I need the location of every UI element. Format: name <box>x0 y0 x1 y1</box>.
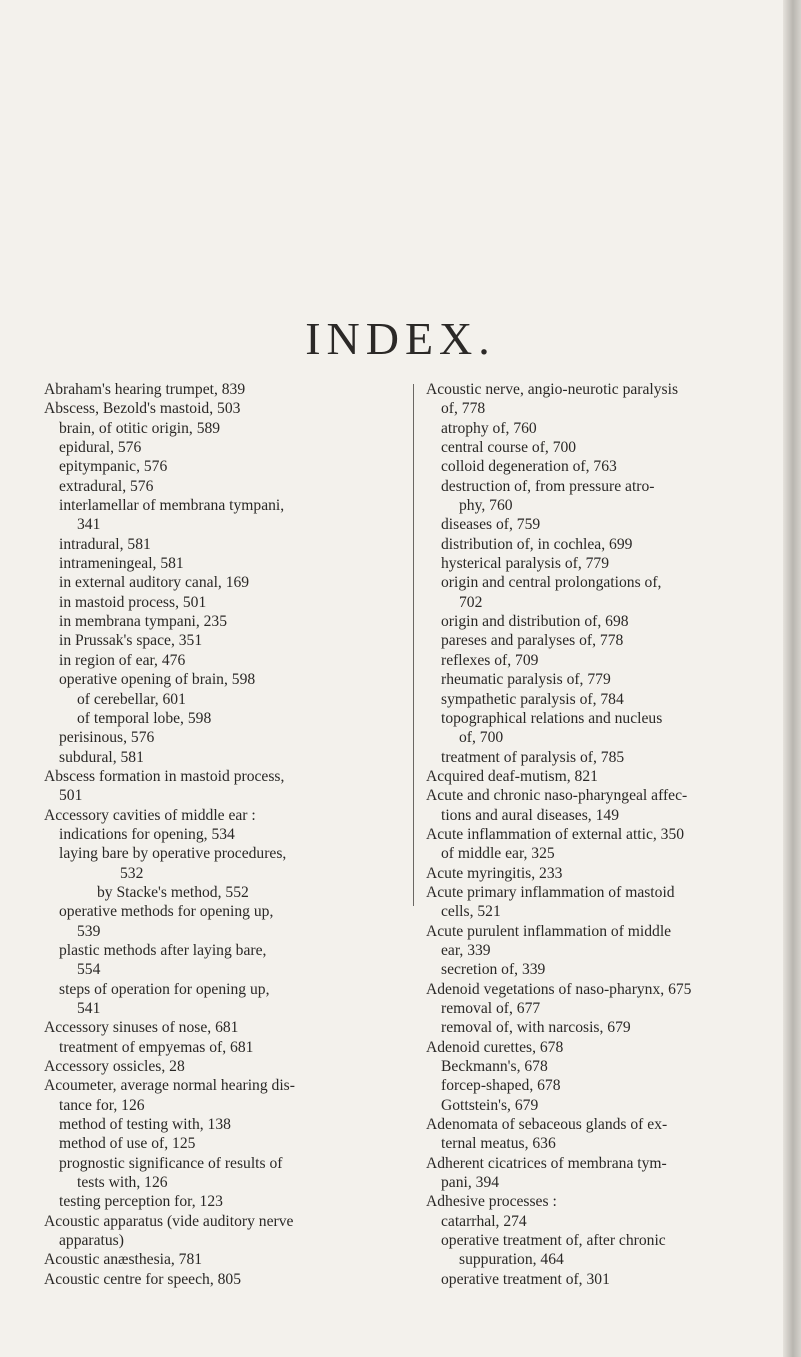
index-entry: operative treatment of, after chronic <box>441 1232 666 1250</box>
index-entry: distribution of, in cochlea, 699 <box>441 535 633 553</box>
index-entry: Acute myringitis, 233 <box>426 864 563 882</box>
index-entry: by Stacke's method, 552 <box>97 883 249 901</box>
index-entry: subdural, 581 <box>59 748 144 766</box>
index-entry: cells, 521 <box>441 903 501 921</box>
index-entry: Gottstein's, 679 <box>441 1096 539 1114</box>
index-entry: destruction of, from pressure atro- <box>441 477 655 495</box>
index-entry: interlamellar of membrana tympani, <box>59 497 285 515</box>
page-edge-shadow <box>783 0 801 1357</box>
index-entry: rheumatic paralysis of, 779 <box>441 671 611 689</box>
index-entry: treatment of paralysis of, 785 <box>441 748 625 766</box>
index-entry: pareses and paralyses of, 778 <box>441 632 624 650</box>
index-entry: tions and aural diseases, 149 <box>441 806 619 824</box>
index-entry: removal of, 677 <box>441 1000 541 1017</box>
index-entry: brain, of otitic origin, 589 <box>59 419 221 437</box>
index-entry: steps of operation for opening up, <box>59 980 270 998</box>
index-entry: 702 <box>459 593 483 611</box>
index-entry: extradural, 576 <box>59 477 154 495</box>
index-entry: 532 <box>120 864 144 882</box>
index-entry: secretion of, 339 <box>441 961 546 979</box>
index-entry: prognostic significance of results of <box>59 1154 283 1172</box>
index-entry: central course of, 700 <box>441 439 577 457</box>
index-entry: operative treatment of, 301 <box>441 1270 610 1288</box>
index-entry: of, 778 <box>441 400 486 418</box>
index-entry: Acute and chronic naso-pharyngeal affec- <box>426 787 688 805</box>
index-entry: operative opening of brain, 598 <box>59 671 256 689</box>
index-entry: Abscess, Bezold's mastoid, 503 <box>44 400 241 418</box>
index-entry: testing perception for, 123 <box>59 1193 223 1211</box>
index-entry: diseases of, 759 <box>441 516 541 534</box>
index-entry: Acoumeter, average normal hearing dis- <box>44 1077 295 1095</box>
index-entry: of middle ear, 325 <box>441 845 555 863</box>
page-title: INDEX. <box>305 313 496 364</box>
index-entry: intradural, 581 <box>59 535 151 553</box>
index-entry: operative methods for opening up, <box>59 903 274 921</box>
index-entry: in mastoid process, 501 <box>59 593 207 611</box>
index-entry: Accessory cavities of middle ear : <box>44 806 256 824</box>
index-entry: Acoustic apparatus (vide auditory nerve <box>44 1212 294 1230</box>
index-entry: pani, 394 <box>441 1174 500 1192</box>
index-entry: 341 <box>77 516 101 534</box>
index-entry: atrophy of, 760 <box>441 419 537 437</box>
index-entry: topographical relations and nucleus <box>441 709 663 727</box>
index-entry: indications for opening, 534 <box>59 825 235 843</box>
index-entry: intrameningeal, 581 <box>59 555 184 573</box>
index-entry: Adenoid curettes, 678 <box>426 1038 564 1056</box>
index-entry: Adenomata of sebaceous glands of ex- <box>426 1116 668 1134</box>
index-entry: Acoustic centre for speech, 805 <box>44 1270 242 1288</box>
index-entry: 541 <box>77 1000 101 1017</box>
index-column-right <box>426 380 764 1289</box>
index-entry: Acoustic anæsthesia, 781 <box>44 1251 203 1269</box>
index-entry: hysterical paralysis of, 779 <box>441 555 610 573</box>
index-entry: Accessory ossicles, 28 <box>44 1058 185 1076</box>
index-entry: Acute purulent inflammation of middle <box>426 922 672 940</box>
index-entry: in Prussak's space, 351 <box>59 632 203 650</box>
index-entry: of, 700 <box>459 729 504 747</box>
index-entry: removal of, with narcosis, 679 <box>441 1019 631 1037</box>
index-entry: of temporal lobe, 598 <box>77 709 212 727</box>
index-entry: Abscess formation in mastoid process, <box>44 767 285 785</box>
index-entry: epitympanic, 576 <box>59 458 168 476</box>
index-entry: Adherent cicatrices of membrana tym- <box>426 1154 667 1172</box>
index-entry: ear, 339 <box>441 941 491 959</box>
index-entry: treatment of empyemas of, 681 <box>59 1038 254 1056</box>
column-divider <box>413 384 414 906</box>
index-entry: forcep-shaped, 678 <box>441 1077 561 1095</box>
index-entry: method of use of, 125 <box>59 1135 196 1153</box>
index-entry: Acoustic nerve, angio-neurotic paralysis <box>426 381 679 398</box>
index-entry: reflexes of, 709 <box>441 651 539 669</box>
index-entry: Acquired deaf-mutism, 821 <box>426 767 598 785</box>
index-entry: plastic methods after laying bare, <box>59 941 267 959</box>
index-entry: laying bare by operative procedures, <box>59 845 287 863</box>
index-entry: Acute inflammation of external attic, 350 <box>426 825 685 843</box>
index-entry: suppuration, 464 <box>459 1251 564 1269</box>
index-entry: 554 <box>77 961 101 979</box>
index-entry: phy, 760 <box>459 497 513 515</box>
index-entry: ternal meatus, 636 <box>441 1135 556 1153</box>
index-entry: of cerebellar, 601 <box>77 690 186 708</box>
index-entry: Acute primary inflammation of mastoid <box>426 883 675 901</box>
index-entry: Adhesive processes : <box>426 1193 557 1211</box>
index-entry: tance for, 126 <box>59 1096 145 1114</box>
index-entry: tests with, 126 <box>77 1174 168 1192</box>
index-entry: sympathetic paralysis of, 784 <box>441 690 624 708</box>
index-entry: colloid degeneration of, 763 <box>441 458 617 476</box>
index-entry: Beckmann's, 678 <box>441 1058 548 1076</box>
index-entry: in external auditory canal, 169 <box>59 574 250 592</box>
index-entry: method of testing with, 138 <box>59 1116 231 1134</box>
index-entry: Accessory sinuses of nose, 681 <box>44 1019 239 1037</box>
index-column-left <box>44 380 384 1289</box>
index-entry: origin and distribution of, 698 <box>441 613 629 631</box>
index-entry: 539 <box>77 922 101 940</box>
index-entry: in region of ear, 476 <box>59 651 186 669</box>
index-entry: origin and central prolongations of, <box>441 574 662 592</box>
index-entry: epidural, 576 <box>59 439 142 457</box>
index-entry: Adenoid vegetations of naso-pharynx, 675 <box>426 980 692 998</box>
index-entry: catarrhal, 274 <box>441 1212 527 1230</box>
index-entry: 501 <box>59 787 83 805</box>
index-entry: in membrana tympani, 235 <box>59 613 228 631</box>
index-entry: apparatus) <box>59 1232 124 1250</box>
index-entry: perisinous, 576 <box>59 729 155 747</box>
index-entry: Abraham's hearing trumpet, 839 <box>44 381 246 398</box>
